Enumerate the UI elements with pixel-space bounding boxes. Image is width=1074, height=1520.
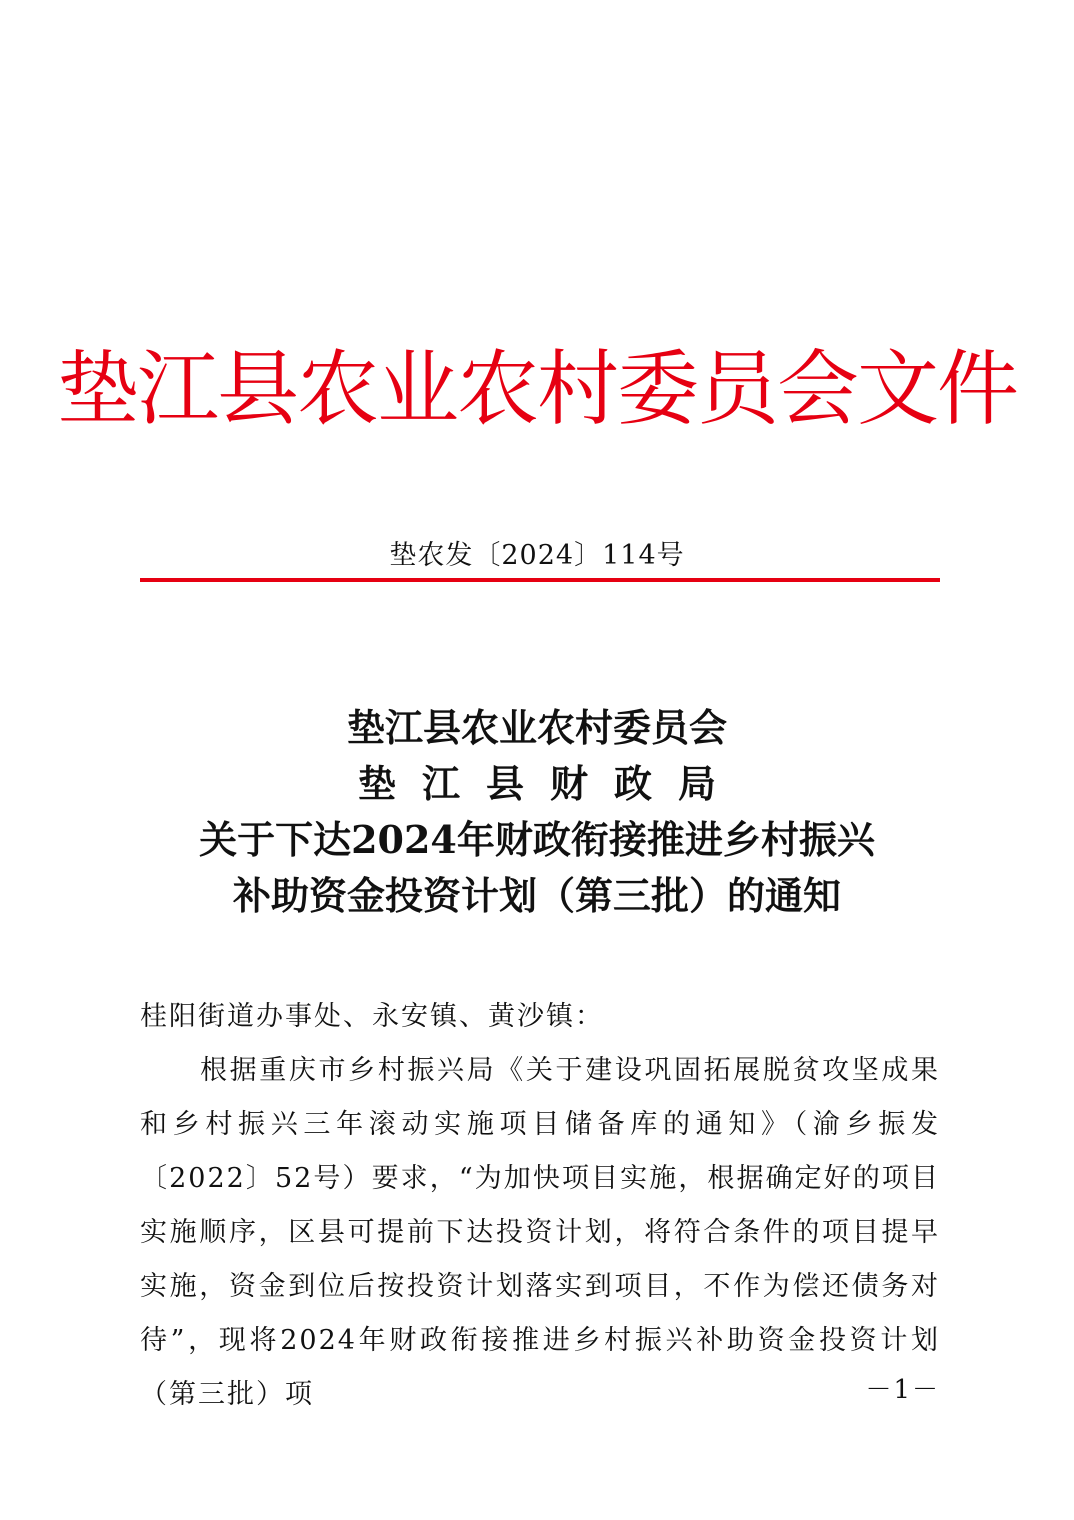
body-paragraph: 根据重庆市乡村振兴局《关于建设巩固拓展脱贫攻坚成果和乡村振兴三年滚动实施项目储备库的通知》（渝乡振发〔2022〕52号）要求，“为加快项目实施，根据确定好的项目实施顺序，区县可提前下达投资计划，将符合条件的项目提早实施，资金到位后按投资计划落实到项目，不作为偿还债务对待”，现将2024年财政衔接推进乡村振兴补助资金投资计划（第三批）项 (140, 1055, 940, 1410)
document-title (0, 700, 1074, 924)
document-body (140, 990, 940, 1422)
title-issuer-1: 垫江县农业农村委员会 (346, 705, 727, 750)
salutation: 桂阳街道办事处、永安镇、黄沙镇： (140, 1001, 604, 1032)
title-issuer-2: 垫江县财政局 (357, 761, 742, 806)
red-divider-line (140, 578, 940, 582)
title-subject-line-2: 补助资金投资计划（第三批）的通知 (232, 873, 841, 918)
document-number: 垫农发〔2024〕114号 (389, 540, 685, 571)
title-subject-line-1: 关于下达2024年财政衔接推进乡村振兴 (199, 817, 875, 862)
red-masthead-title: 垫江县农业农村委员会文件 (56, 342, 1017, 437)
page-number: －1－ (865, 1375, 940, 1405)
